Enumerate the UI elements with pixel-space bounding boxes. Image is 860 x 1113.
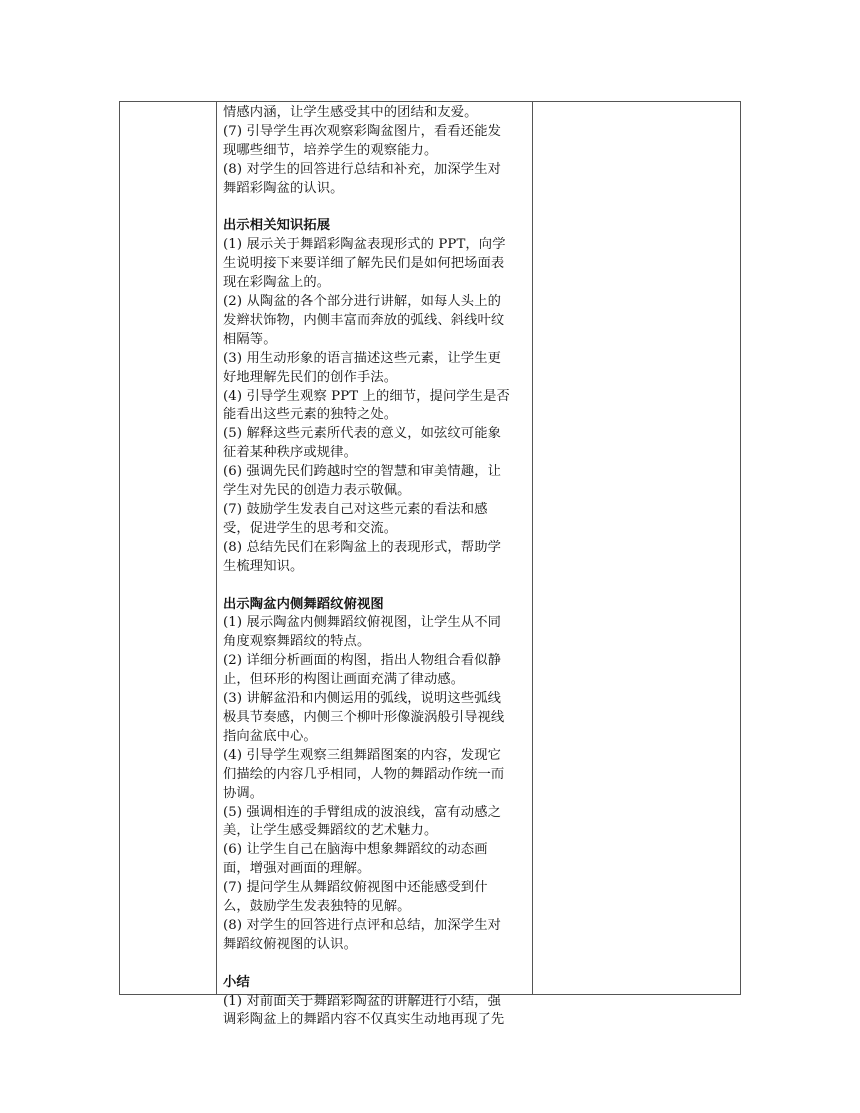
text-line: 舞蹈彩陶盆的认识。 bbox=[223, 180, 344, 196]
text-line: (1) 展示关于舞蹈彩陶盆表现形式的 PPT，向学 bbox=[223, 237, 506, 253]
text-line: (2) 详细分析画面的构图，指出人物组合看似静 bbox=[223, 653, 502, 669]
text-block-dance-pattern-top-view bbox=[223, 596, 528, 955]
paragraph-spacer bbox=[223, 955, 528, 974]
text-line: 现哪些细节，培养学生的观察能力。 bbox=[223, 142, 438, 158]
text-line: 生梳理知识。 bbox=[223, 558, 304, 574]
text-line: 面，增强对画面的理解。 bbox=[223, 861, 371, 877]
text-line: 舞蹈纹俯视图的认识。 bbox=[223, 936, 357, 952]
text-line: 指向盆底中心。 bbox=[223, 728, 317, 744]
paragraph-spacer bbox=[223, 199, 528, 218]
text-line: 协调。 bbox=[223, 785, 264, 801]
section-heading: 出示陶盆内侧舞蹈纹俯视图 bbox=[223, 596, 384, 612]
text-line: 相隔等。 bbox=[223, 331, 277, 347]
text-line: (5) 解释这些元素所代表的意义，如弦纹可能象 bbox=[223, 426, 502, 442]
text-line: (6) 让学生自己在脑海中想象舞蹈纹的动态画 bbox=[223, 842, 488, 858]
text-line: (4) 引导学生观察 PPT 上的细节，提问学生是否 bbox=[223, 388, 510, 404]
text-line: (8) 总结先民们在彩陶盆上的表现形式，帮助学 bbox=[223, 539, 502, 555]
text-line: 征着某种秩序或规律。 bbox=[223, 445, 357, 461]
text-line: 调彩陶盆上的舞蹈内容不仅真实生动地再现了先 bbox=[223, 1012, 505, 1028]
text-line: (7) 引导学生再次观察彩陶盆图片，看看还能发 bbox=[223, 123, 502, 139]
text-line: 好地理解先民们的创作手法。 bbox=[223, 369, 398, 385]
text-line: (3) 讲解盆沿和内侧运用的弧线，说明这些弧线 bbox=[223, 691, 502, 707]
text-block-summary bbox=[223, 974, 528, 1031]
text-line: 美，让学生感受舞蹈纹的艺术魅力。 bbox=[223, 823, 438, 839]
text-line: 现在彩陶盆上的。 bbox=[223, 275, 331, 291]
teaching-process-cell bbox=[223, 104, 528, 1030]
text-line: 止，但环形的构图让画面充满了律动感。 bbox=[223, 672, 465, 688]
text-line: 受，促进学生的思考和交流。 bbox=[223, 520, 398, 536]
lesson-plan-table bbox=[119, 101, 741, 1028]
text-block-continuation bbox=[223, 104, 528, 199]
text-line: (8) 对学生的回答进行点评和总结，加深学生对 bbox=[223, 917, 502, 933]
text-line: 发辫状饰物，内侧丰富而奔放的弧线、斜线叶纹 bbox=[223, 312, 505, 328]
text-block-knowledge-extension bbox=[223, 217, 528, 576]
text-line: 情感内涵，让学生感受其中的团结和友爱。 bbox=[223, 105, 478, 120]
column-divider-right bbox=[532, 102, 533, 994]
text-line: (6) 强调先民们跨越时空的智慧和审美情趣，让 bbox=[223, 464, 502, 480]
text-line: 角度观察舞蹈纹的特点。 bbox=[223, 634, 371, 650]
text-line: 们描绘的内容几乎相同，人物的舞蹈动作统一而 bbox=[223, 766, 505, 782]
section-heading: 小结 bbox=[223, 974, 250, 990]
text-line: (1) 展示陶盆内侧舞蹈纹俯视图，让学生从不同 bbox=[223, 615, 502, 631]
text-line: 极具节奏感，内侧三个柳叶形像漩涡般引导视线 bbox=[223, 709, 505, 725]
text-line: 学生对先民的创造力表示敬佩。 bbox=[223, 483, 411, 499]
text-line: (4) 引导学生观察三组舞蹈图案的内容，发现它 bbox=[223, 747, 502, 763]
text-line: (7) 鼓励学生发表自己对这些元素的看法和感 bbox=[223, 502, 488, 518]
paragraph-spacer bbox=[223, 577, 528, 596]
text-line: 生说明接下来要详细了解先民们是如何把场面表 bbox=[223, 256, 505, 272]
column-divider-left bbox=[216, 102, 217, 994]
text-line: 能看出这些元素的独特之处。 bbox=[223, 407, 398, 423]
text-line: (2) 从陶盆的各个部分进行讲解，如每人头上的 bbox=[223, 294, 502, 310]
text-line: (3) 用生动形象的语言描述这些元素，让学生更 bbox=[223, 350, 502, 366]
text-line: (7) 提问学生从舞蹈纹俯视图中还能感受到什 bbox=[223, 880, 488, 896]
text-line: 么，鼓励学生发表独特的见解。 bbox=[223, 899, 411, 915]
text-line: (8) 对学生的回答进行总结和补充，加深学生对 bbox=[223, 161, 502, 177]
section-heading: 出示相关知识拓展 bbox=[223, 218, 331, 234]
text-line: (5) 强调相连的手臂组成的波浪线，富有动感之 bbox=[223, 804, 502, 820]
text-line: (1) 对前面关于舞蹈彩陶盆的讲解进行小结，强 bbox=[223, 993, 502, 1009]
